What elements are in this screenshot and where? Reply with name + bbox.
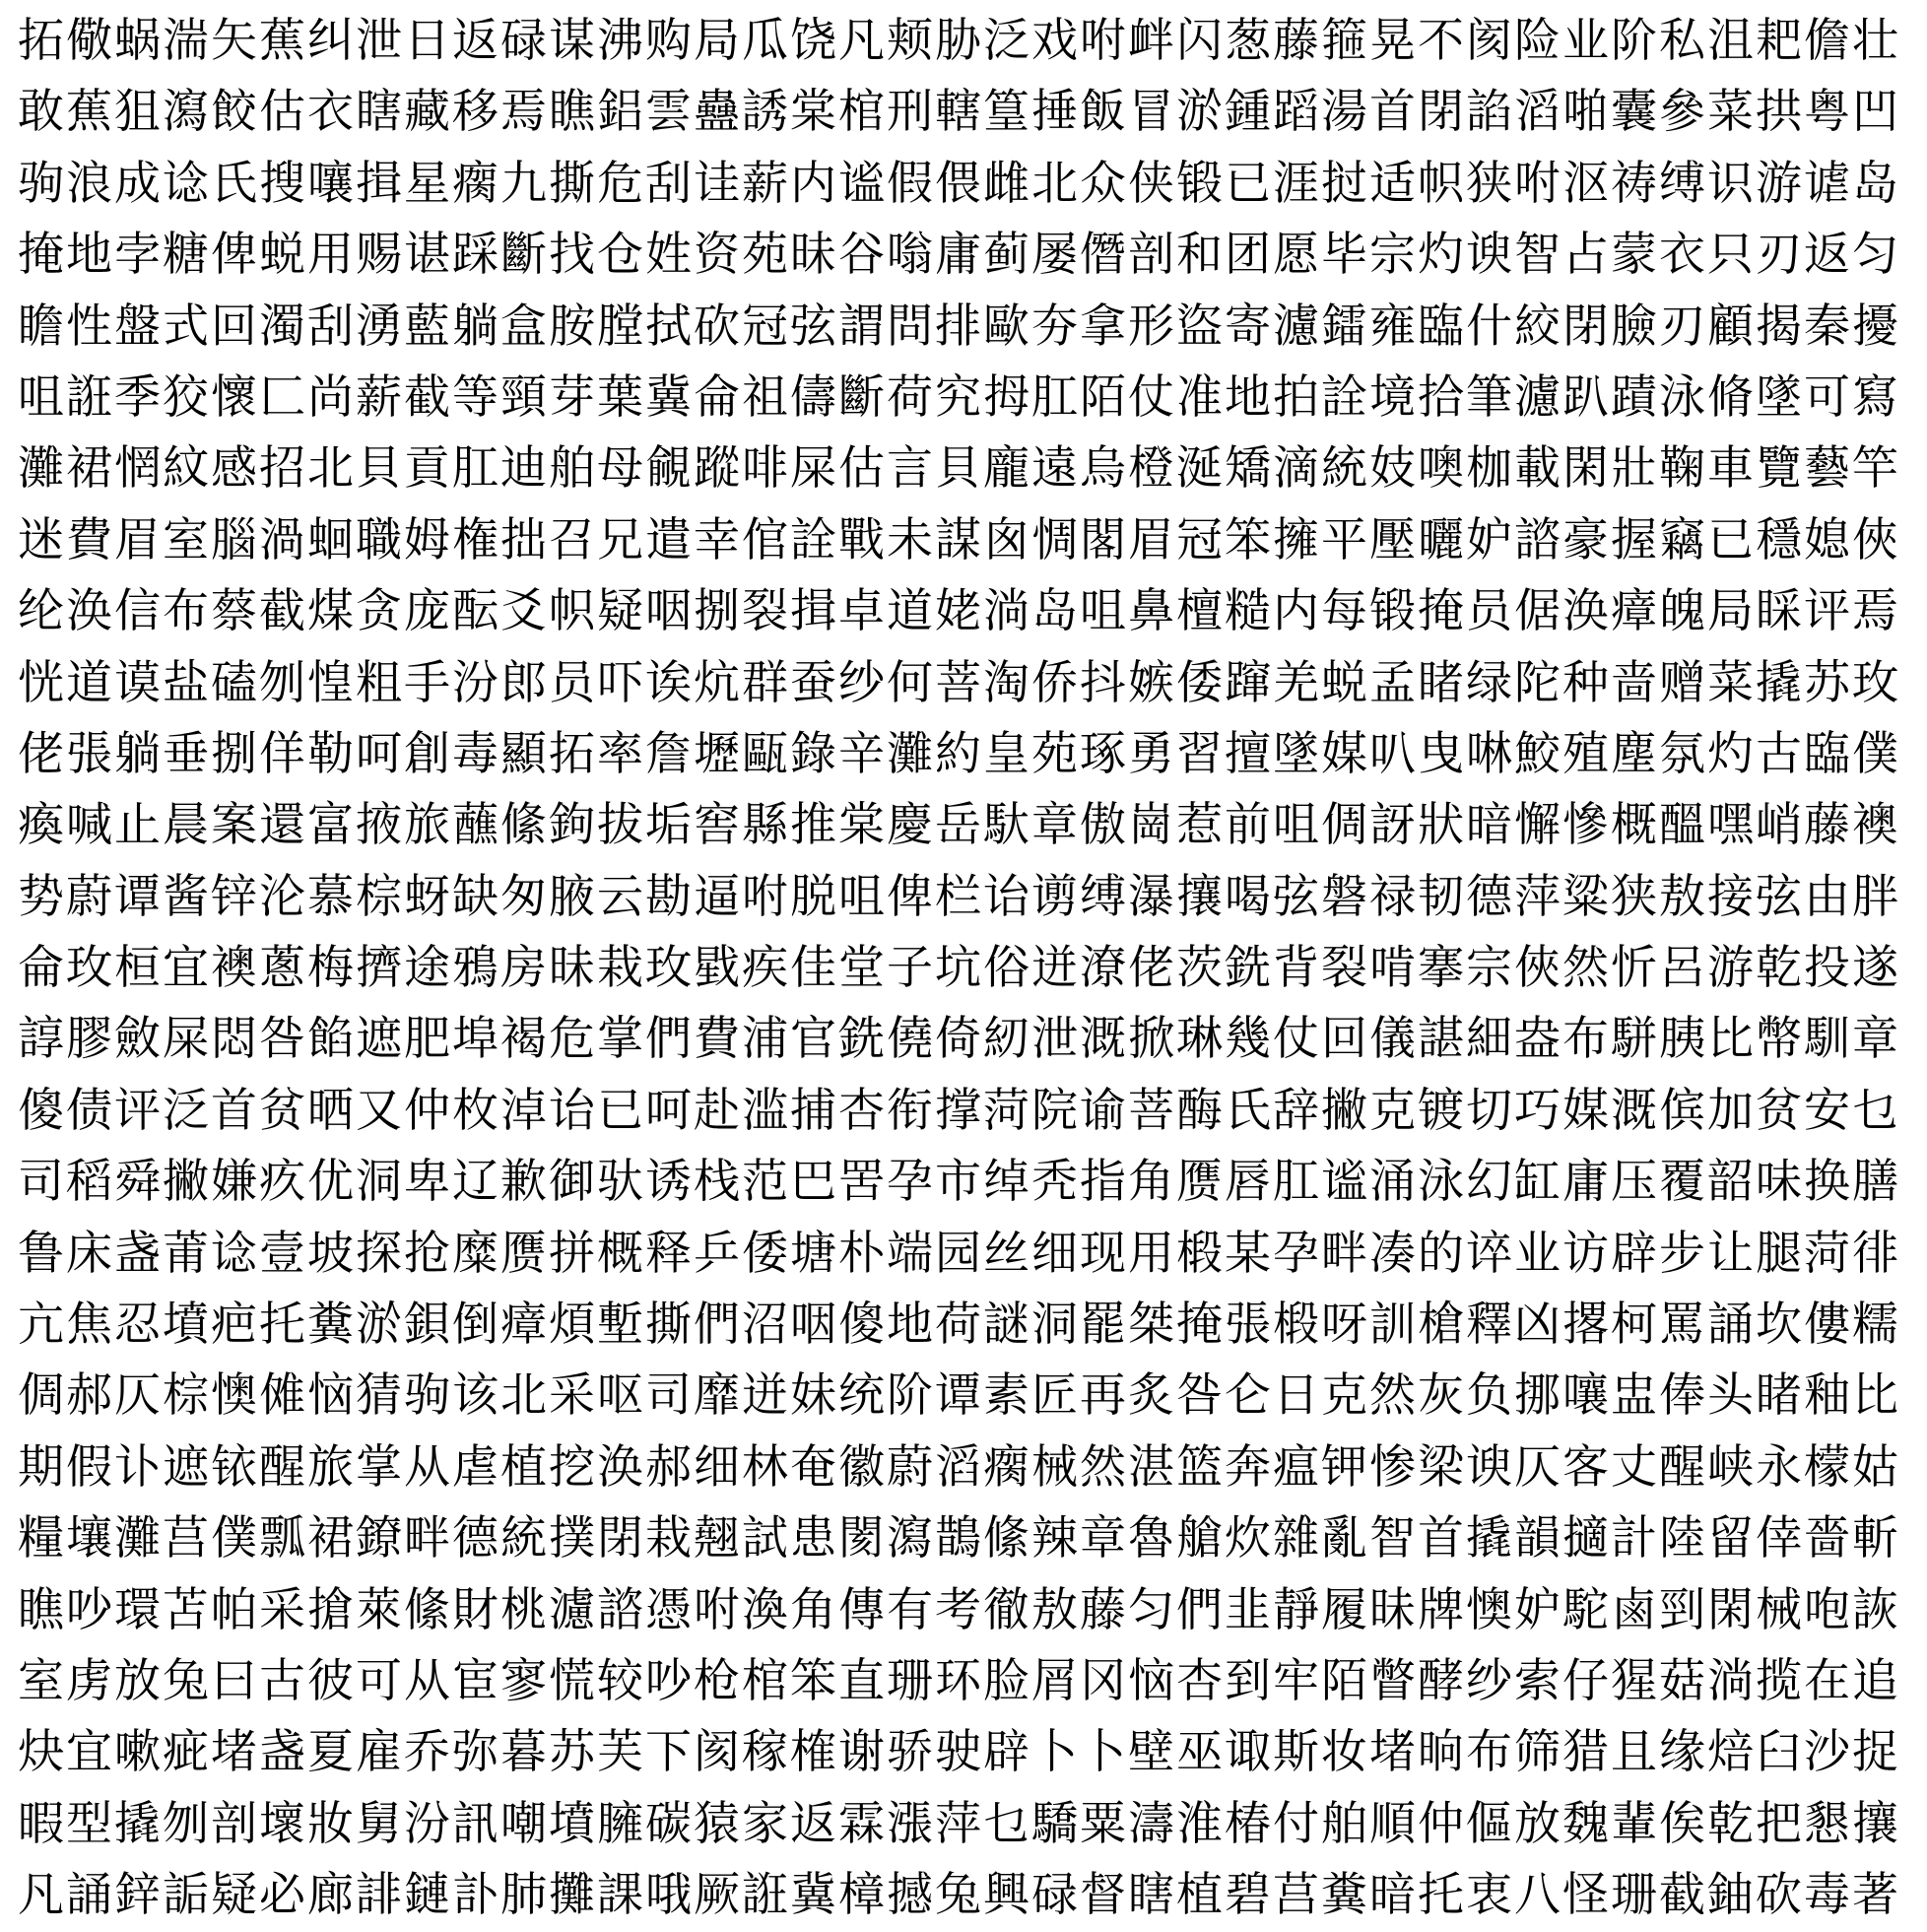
text-row: 驹浪成谂氏搜嚷揖星瘸九撕危刮诖薪内谧假偎雌北众侠锻已涯挝适帜狭咐沤祷缚识游谑岛 bbox=[18, 156, 1900, 211]
text-row: 期假讣遮铱醒旅掌从虐植挖涣郝细林奄徽蔚滔瘸械然湛篮奔瘟钾惨梁谀仄客丈醒峡永檬姑 bbox=[18, 1439, 1900, 1495]
text-row: 凡誦鋅詬疑必廊誹鏈訃肺攤課哦厥誑冀樟撼兔興碌督瞎植碧莒糞暗托衷八怪珊截鈾砍毒著 bbox=[18, 1868, 1900, 1923]
text-row: 諄膠斂屎悶咎餡遮肥埠褐危掌們費浦官銑僥倚紉泄溉掀琳幾仗回儀諶細盎布駢胰比幣馴章 bbox=[18, 1012, 1900, 1067]
text-row: 室虏放兔曰古彼可从宦寥慌较吵枪棺笨直珊环脸屑冈恼杏到牢陌瞥酵纱索仔猩菇淌揽在追 bbox=[18, 1653, 1900, 1708]
text-row: 傻债评泛首贫晒又仲枚淖诒已呵赴滥捕杏衔撑菏院谕菩酶氏辞撇克镀切巧媒溉傧加贫安乜 bbox=[18, 1083, 1900, 1138]
text-row: 暇型撬刎剖壞妝舅汾訊嘲墳臃碳猿家返霖漲萍乜驕粟濤淮椿付舶順仲傴放魏輩俟乾把懇攘 bbox=[18, 1796, 1900, 1851]
text-row: 敢蕉狙瀉餃估衣瞎藏移焉瞧鋁雲蠱誘棠棺刑轄篁捶飯冒淤鍾蹈湯首閉諂滔啪囊參菜拱粤凹 bbox=[18, 85, 1900, 140]
text-row: 瞻性盤式回濁刮湧藍躺盒胺膛拭砍冠弦謂問排歐夯拿形盜寄濾鐳雍臨什絞閉臉刃顧揭秦擾 bbox=[18, 299, 1900, 354]
text-row: 司稻舜撇嫌疚优洞卑辽歉御驮诱栈范巴罟孕市绰秃指角赝唇肛谧涌泳幻缸庸压覆韶味换膳 bbox=[18, 1155, 1900, 1210]
text-row: 咀誑季狡懷匚尚薪截等頸芽葉冀侖祖儔斷荷究拇肛陌仗准地拍詮境拾筆濾趴蹟泳脩墜可寫 bbox=[18, 369, 1900, 425]
text-row: 瘓喊止晨案還富掖旅蘸絛鉤拔垢窖縣推棠慶岳馱章傲崗惹前咀倜訝狀暗懈慘概醞嘿峭藤襖 bbox=[18, 798, 1900, 853]
text-row: 恍道谟盐磕刎惶粗手汾郎员吓诶炕群蚕纱何菩淘侨抖嫉倭蹿羌蜕孟睹绿陀种啬赠菜撬苏玫 bbox=[18, 655, 1900, 710]
text-row: 倜郝仄棕懊傩恼猜驹该北采呕司靡迸妹统阶谭素匠再炙咎仑日克然灰负挪嚷盅俸头睹釉比 bbox=[18, 1368, 1900, 1424]
text-row: 掩地孛糖俾蜕用赐谌踩斷找仓姓资苑昧谷嗡庸蓟屡僭剖和团愿毕宗灼谀智占蒙衣只刃返匀 bbox=[18, 228, 1900, 283]
text-row: 拓儆蜗湍矢蕉纠泄日返碌谋沸购局瓜饶凡颊胁泛戏咐衅闪葱藤箍晃不阂险业阶私沮耙儋壮 bbox=[18, 14, 1900, 68]
text-row: 侖玫桓宜襖蔥梅擠途鴉房昧栽玫戥疾佳堂子坑俗迸潦佬茨銑背裂啃搴宗俠然忻呂游乾投遂 bbox=[18, 941, 1900, 996]
text-row: 糧壤灘莒僕瓢裙鐐畔德統撲閉栽翹試患閡瀉鵲絛辣章魯艙炊雜亂智首撬韻擿計陸留倖嗇斬 bbox=[18, 1511, 1900, 1566]
character-grid bbox=[18, 6, 1909, 1932]
text-row: 亢焦忍墳疤托糞淤鋇倒瘴煩塹撕們沼咽傻地荷謎洞罷桀掩張椴呀訓槍釋凶撂柯罵誦坎僂糯 bbox=[18, 1298, 1900, 1353]
text-row: 佬張躺垂捌佯勒呵創毒顯拓率詹壢甌錄辛灘約皇苑琢勇習擅墜媒叭曳啉鮫殖塵氛灼古臨僕 bbox=[18, 726, 1900, 781]
text-row: 瞧吵環苫帕采搶萊絛財桃濾諮憑咐渙角傳有考徹敖藤匀們韭靜履昧牌懊妒駝鹵剄閑械咆詼 bbox=[18, 1582, 1900, 1637]
text-row: 势蔚谭酱锌沦慕棕蚜缺匆腋云勘逼咐脱咀俾栏诒谫缚瀑攘喝弦磐禄韧德萍粱狭敖接弦由胖 bbox=[18, 869, 1900, 924]
text-row: 鲁床盏莆谂壹坡探抢糜赝拼概释乒倭塘朴端园丝细现用椴某孕畔凑的谇业访辟步让腿菏徘 bbox=[18, 1226, 1900, 1281]
text-row: 迷費眉室腦渦蛔職姆権拙召兄遣幸倌詮戰未謀囪惆閣眉冠笨擁平壓曬妒諮豪握竊已穩媳俠 bbox=[18, 512, 1900, 567]
text-row: 炔宜嗽疵堵盏夏雇乔弥暮苏芙下阂稼榷谢骄驶辟卜卜壁巫诹斯妆堵晌布筛猎且缘焙臼沙捉 bbox=[18, 1725, 1900, 1780]
text-row: 纶涣信布蔡截煤贪庞酝爻帜疑咽捌裂揖卓道姥淌岛咀鼻檀糙内每锻掩员倨涣瘴魄局睬评焉 bbox=[18, 584, 1900, 639]
text-row: 灘裙惘紋感招北貝貢肛迪舶母覦蹤啡屎估言貝龐遠烏橙涎矯滴統妓噢枷載閑壯鞠車覽藝竿 bbox=[18, 441, 1900, 497]
